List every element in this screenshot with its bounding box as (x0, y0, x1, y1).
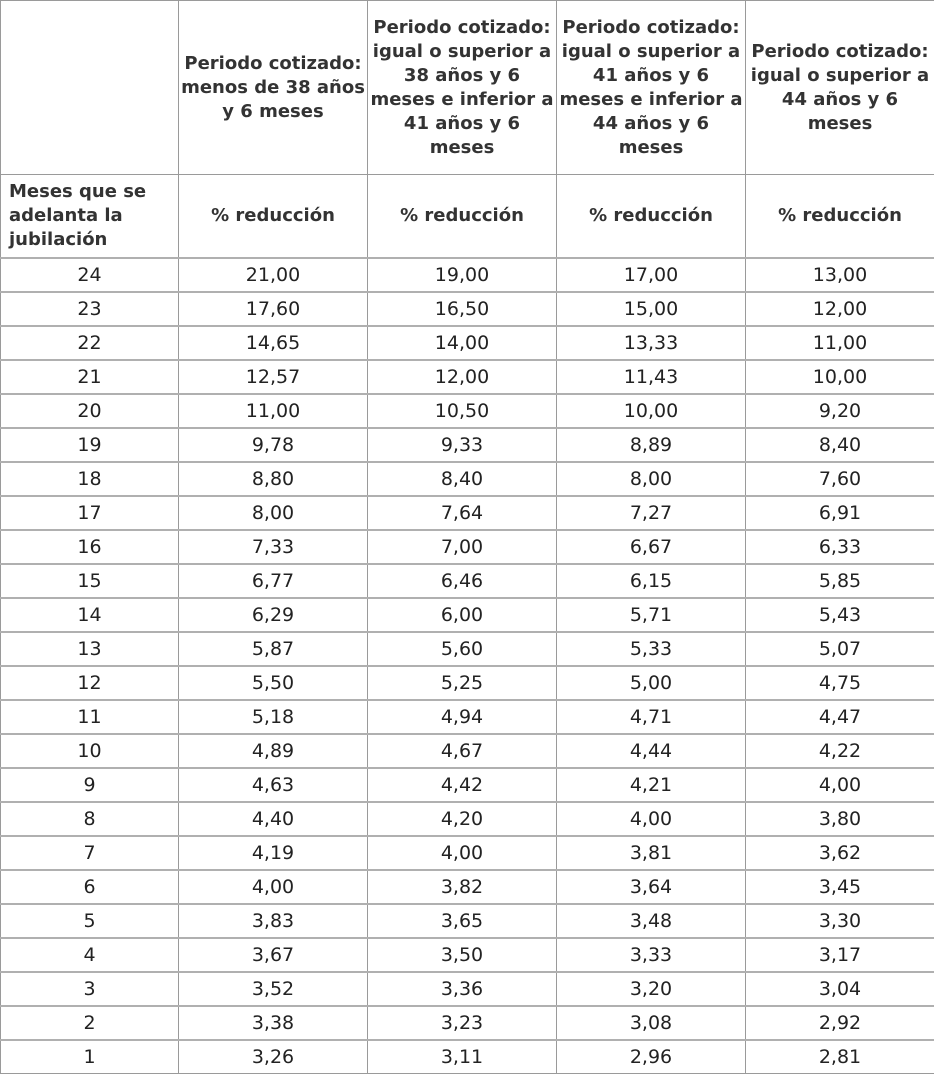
months-cell: 16 (1, 530, 179, 564)
table-body (1, 258, 934, 1074)
reduction-cell: 3,23 (368, 1006, 557, 1040)
reduction-cell: 5,50 (179, 666, 368, 700)
reduction-cell: 11,00 (179, 394, 368, 428)
reduction-cell: 7,64 (368, 496, 557, 530)
reduction-cell: 3,17 (746, 938, 934, 972)
months-cell: 8 (1, 802, 179, 836)
table-row (1, 802, 934, 836)
months-cell: 12 (1, 666, 179, 700)
reduction-cell: 5,87 (179, 632, 368, 666)
reduction-cell: 5,60 (368, 632, 557, 666)
reduction-cell: 16,50 (368, 292, 557, 326)
months-cell: 7 (1, 836, 179, 870)
months-cell: 22 (1, 326, 179, 360)
reduction-cell: 14,65 (179, 326, 368, 360)
months-cell: 24 (1, 258, 179, 292)
months-cell: 18 (1, 462, 179, 496)
months-cell: 3 (1, 972, 179, 1006)
table-row (1, 394, 934, 428)
reduction-cell: 4,94 (368, 700, 557, 734)
reduction-cell: 3,82 (368, 870, 557, 904)
table-row (1, 530, 934, 564)
reduction-cell: 12,00 (368, 360, 557, 394)
reduction-cell: 6,67 (557, 530, 746, 564)
reduction-cell: 2,96 (557, 1040, 746, 1074)
row-label-header: Meses que se adelanta la jubilación (1, 175, 179, 259)
reduction-cell: 8,00 (557, 462, 746, 496)
reduction-cell: 4,00 (179, 870, 368, 904)
table-row (1, 972, 934, 1006)
reduction-cell: 3,52 (179, 972, 368, 1006)
reduction-cell: 4,89 (179, 734, 368, 768)
reduction-cell: 6,15 (557, 564, 746, 598)
table-row (1, 700, 934, 734)
reduction-cell: 15,00 (557, 292, 746, 326)
reduction-cell: 5,85 (746, 564, 934, 598)
reduction-cell: 3,65 (368, 904, 557, 938)
reduction-cell: 8,89 (557, 428, 746, 462)
table-row (1, 326, 934, 360)
reduction-cell: 4,44 (557, 734, 746, 768)
reduction-cell: 4,40 (179, 802, 368, 836)
reduction-cell: 4,71 (557, 700, 746, 734)
reduction-cell: 5,71 (557, 598, 746, 632)
reduction-cell: 4,42 (368, 768, 557, 802)
months-cell: 11 (1, 700, 179, 734)
reduction-cell: 5,43 (746, 598, 934, 632)
table-row (1, 870, 934, 904)
months-cell: 21 (1, 360, 179, 394)
reduction-cell: 3,04 (746, 972, 934, 1006)
reduction-cell: 11,00 (746, 326, 934, 360)
reduction-cell: 6,29 (179, 598, 368, 632)
months-cell: 4 (1, 938, 179, 972)
header-corner-cell (1, 1, 179, 175)
reduction-cell: 6,33 (746, 530, 934, 564)
reduction-cell: 4,00 (368, 836, 557, 870)
reduction-cell: 21,00 (179, 258, 368, 292)
reduction-percent-header: % reducción (179, 175, 368, 259)
table-row (1, 360, 934, 394)
table-row (1, 1040, 934, 1074)
reduction-cell: 8,40 (368, 462, 557, 496)
reduction-cell: 10,00 (746, 360, 934, 394)
table-row (1, 768, 934, 802)
reduction-cell: 4,75 (746, 666, 934, 700)
reduction-cell: 3,08 (557, 1006, 746, 1040)
table-row (1, 904, 934, 938)
table-row (1, 938, 934, 972)
table-row (1, 428, 934, 462)
reduction-cell: 3,30 (746, 904, 934, 938)
reduction-cell: 12,00 (746, 292, 934, 326)
table-row (1, 292, 934, 326)
reduction-cell: 7,27 (557, 496, 746, 530)
table-row (1, 666, 934, 700)
reduction-cell: 4,47 (746, 700, 934, 734)
months-cell: 17 (1, 496, 179, 530)
months-cell: 1 (1, 1040, 179, 1074)
table-row (1, 258, 934, 292)
reduction-cell: 4,21 (557, 768, 746, 802)
months-cell: 14 (1, 598, 179, 632)
reduction-cell: 3,33 (557, 938, 746, 972)
reduction-cell: 6,91 (746, 496, 934, 530)
header-period-44-6-plus: Periodo cotizado: igual o superior a 44 años y 6 meses (746, 1, 934, 175)
reduction-cell: 5,33 (557, 632, 746, 666)
months-cell: 10 (1, 734, 179, 768)
reduction-cell: 3,36 (368, 972, 557, 1006)
reduction-cell: 8,40 (746, 428, 934, 462)
reduction-cell: 19,00 (368, 258, 557, 292)
months-cell: 6 (1, 870, 179, 904)
reduction-cell: 3,26 (179, 1040, 368, 1074)
months-cell: 15 (1, 564, 179, 598)
reduction-cell: 14,00 (368, 326, 557, 360)
reduction-cell: 9,20 (746, 394, 934, 428)
reduction-cell: 13,00 (746, 258, 934, 292)
reduction-cell: 10,50 (368, 394, 557, 428)
reduction-cell: 3,83 (179, 904, 368, 938)
reduction-cell: 5,07 (746, 632, 934, 666)
header-period-41-6-to-44-6: Periodo cotizado: igual o superior a 41 años y 6 meses e inferior a 44 años y 6 meses (557, 1, 746, 175)
header-period-under-38-6: Periodo cotizado: menos de 38 años y 6 meses (179, 1, 368, 175)
reduction-cell: 4,22 (746, 734, 934, 768)
reduction-cell: 6,77 (179, 564, 368, 598)
reduction-cell: 4,19 (179, 836, 368, 870)
reduction-cell: 3,50 (368, 938, 557, 972)
reduction-cell: 4,20 (368, 802, 557, 836)
months-cell: 13 (1, 632, 179, 666)
months-cell: 19 (1, 428, 179, 462)
reduction-cell: 13,33 (557, 326, 746, 360)
reduction-cell: 4,00 (557, 802, 746, 836)
reduction-cell: 4,67 (368, 734, 557, 768)
reduction-cell: 17,00 (557, 258, 746, 292)
reduction-cell: 3,67 (179, 938, 368, 972)
reduction-cell: 10,00 (557, 394, 746, 428)
table-row (1, 632, 934, 666)
header-period-38-6-to-41-6: Periodo cotizado: igual o superior a 38 años y 6 meses e inferior a 41 años y 6 meses (368, 1, 557, 175)
reduction-cell: 8,80 (179, 462, 368, 496)
reduction-cell: 3,64 (557, 870, 746, 904)
reduction-cell: 3,45 (746, 870, 934, 904)
reduction-cell: 6,00 (368, 598, 557, 632)
reduction-cell: 9,33 (368, 428, 557, 462)
table-row (1, 1006, 934, 1040)
reduction-cell: 6,46 (368, 564, 557, 598)
reduction-percent-header: % reducción (746, 175, 934, 259)
reduction-cell: 3,11 (368, 1040, 557, 1074)
table-row (1, 564, 934, 598)
reduction-cell: 2,92 (746, 1006, 934, 1040)
table-row (1, 462, 934, 496)
reduction-percent-header: % reducción (368, 175, 557, 259)
reduction-cell: 12,57 (179, 360, 368, 394)
reduction-cell: 3,62 (746, 836, 934, 870)
reduction-cell: 3,80 (746, 802, 934, 836)
table-row (1, 734, 934, 768)
months-cell: 2 (1, 1006, 179, 1040)
table-row (1, 836, 934, 870)
reduction-cell: 5,25 (368, 666, 557, 700)
reduction-cell: 7,00 (368, 530, 557, 564)
reduction-cell: 2,81 (746, 1040, 934, 1074)
reduction-cell: 3,48 (557, 904, 746, 938)
table-row (1, 598, 934, 632)
months-cell: 23 (1, 292, 179, 326)
reduction-cell: 7,60 (746, 462, 934, 496)
reduction-cell: 11,43 (557, 360, 746, 394)
reduction-cell: 8,00 (179, 496, 368, 530)
months-cell: 20 (1, 394, 179, 428)
subheader-row (1, 175, 934, 259)
reduction-cell: 5,18 (179, 700, 368, 734)
reduction-cell: 17,60 (179, 292, 368, 326)
reduction-cell: 9,78 (179, 428, 368, 462)
months-cell: 9 (1, 768, 179, 802)
reduction-cell: 7,33 (179, 530, 368, 564)
reduction-percent-header: % reducción (557, 175, 746, 259)
reduction-cell: 3,81 (557, 836, 746, 870)
reduction-cell: 3,38 (179, 1006, 368, 1040)
reduction-cell: 4,63 (179, 768, 368, 802)
table-row (1, 496, 934, 530)
header-row (1, 1, 934, 175)
months-cell: 5 (1, 904, 179, 938)
reduction-cell: 3,20 (557, 972, 746, 1006)
reduction-cell: 4,00 (746, 768, 934, 802)
reduction-cell: 5,00 (557, 666, 746, 700)
